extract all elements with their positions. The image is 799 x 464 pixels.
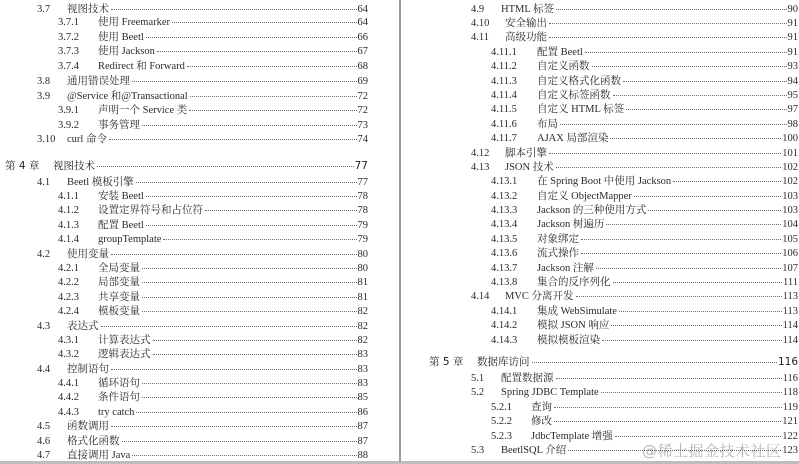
dot-leader (111, 1, 357, 10)
toc-entry-number: 3.7.2 (58, 32, 79, 43)
dot-leader (189, 102, 356, 111)
toc-entry-page-number: 69 (357, 76, 368, 87)
toc-entry-number: 4.1.1 (58, 191, 79, 202)
toc-entry-page-number: 87 (357, 421, 368, 432)
toc-entry-title: curl 命令 (67, 134, 107, 145)
toc-entry-page-number: 106 (782, 248, 798, 259)
toc-entry-page-number: 122 (782, 431, 798, 442)
dot-leader (673, 173, 781, 182)
toc-entry-page-number: 113 (782, 291, 798, 302)
dot-leader (626, 101, 786, 110)
toc-entry-title: 修改 (531, 416, 552, 427)
toc-entry-number: 4.13.6 (491, 248, 518, 259)
toc-entry-page-number: 111 (783, 277, 798, 288)
dot-leader (146, 217, 357, 226)
toc-entry-page-number: 101 (782, 148, 798, 159)
dot-leader (122, 433, 357, 442)
toc-entry-number: 4.2.1 (58, 263, 79, 274)
toc-entry-page-number: 102 (782, 176, 798, 187)
toc-entry-sub[interactable] (491, 319, 798, 332)
dot-leader (601, 384, 782, 393)
toc-entry-page-number: 93 (787, 61, 798, 72)
toc-entry-title: 流式操作 (537, 248, 579, 259)
toc-entry-title: 模拟模板渲染 (537, 335, 600, 346)
toc-entry-sub[interactable] (58, 305, 368, 318)
toc-entry-section[interactable] (37, 133, 368, 146)
toc-entry-page-number: 72 (357, 105, 368, 116)
toc-entry-title: 配置 Beetl (537, 47, 583, 58)
toc-entry-title: 模板变量 (98, 306, 140, 317)
toc-entry-number: 4.14 (471, 291, 490, 302)
toc-entry-title: Jackson 注解 (537, 263, 594, 274)
dot-leader (136, 174, 357, 183)
dot-leader (585, 44, 787, 53)
toc-entry-page-number: 72 (357, 91, 368, 102)
toc-entry-number: 5.2.1 (491, 402, 512, 413)
dot-leader (142, 260, 357, 269)
toc-entry-number: 4.9 (471, 4, 485, 15)
toc-entry-page-number: 74 (357, 134, 368, 145)
toc-entry-chapter[interactable] (5, 160, 368, 173)
dot-leader (142, 375, 357, 384)
toc-entry-title: 通用错误处理 (67, 76, 130, 87)
toc-entry-title: 自定义格式化函数 (537, 76, 621, 87)
toc-entry-number: 3.9.2 (58, 120, 79, 131)
dot-leader (532, 354, 777, 363)
toc-entry-sub[interactable] (491, 247, 798, 260)
toc-entry-title: 事务管理 (98, 120, 140, 131)
toc-entry-title: 控制语句 (67, 364, 109, 375)
dot-leader (142, 274, 357, 283)
toc-entry-number: 4.14.2 (491, 320, 518, 331)
toc-entry-title: 自定义 HTML 标签 (537, 104, 625, 115)
toc-entry-page-number: 82 (357, 306, 368, 317)
toc-entry-sub[interactable] (58, 104, 368, 117)
toc-entry-number: 5.3 (471, 445, 485, 456)
toc-entry-page-number: 83 (357, 364, 368, 375)
toc-entry-number: 4.7 (37, 450, 51, 461)
toc-entry-page-number: 79 (357, 234, 368, 245)
toc-entry-page-number: 114 (782, 335, 798, 346)
dot-leader (581, 231, 781, 240)
toc-entry-number: 4.3 (37, 321, 51, 332)
left-page (0, 0, 399, 462)
toc-entry-number: 5.2.3 (491, 431, 512, 442)
toc-entry-page-number: 116 (782, 373, 798, 384)
toc-entry-page-number: 114 (782, 320, 798, 331)
toc-entry-number: 5.1 (471, 373, 485, 384)
toc-entry-sub[interactable] (491, 218, 798, 231)
toc-entry-page-number: 68 (357, 61, 368, 72)
toc-entry-number: 4.11.6 (491, 119, 517, 130)
toc-entry-sub[interactable] (58, 60, 368, 73)
toc-entry-title: 表达式 (67, 321, 99, 332)
dot-leader (172, 14, 356, 23)
toc-entry-page-number: 78 (357, 191, 368, 202)
toc-entry-title: 集成 WebSimulate (537, 306, 617, 317)
toc-entry-sub[interactable] (491, 415, 798, 428)
toc-entry-title: try catch (98, 407, 135, 418)
toc-entry-number: 4.14.3 (491, 335, 518, 346)
toc-entry-page-number: 98 (787, 119, 798, 130)
toc-entry-page-number: 81 (357, 292, 368, 303)
toc-entry-page-number: 77 (357, 177, 368, 188)
toc-entry-number: 第 5 章 (429, 356, 464, 368)
toc-entry-title: 循环语句 (98, 378, 140, 389)
toc-entry-page-number: 85 (357, 392, 368, 403)
toc-entry-page-number: 90 (787, 4, 798, 15)
toc-entry-page-number: 64 (357, 4, 368, 15)
dot-leader (153, 346, 357, 355)
dot-leader (596, 260, 781, 269)
toc-entry-title: Jackson 树遍历 (537, 219, 605, 230)
toc-entry-section[interactable] (471, 31, 798, 44)
toc-entry-title: 声明一个 Service 类 (98, 105, 188, 116)
toc-entry-number: 4.13.5 (491, 234, 518, 245)
dot-leader (136, 404, 356, 413)
toc-entry-number: 第 4 章 (5, 160, 40, 172)
toc-entry-page-number: 67 (357, 46, 368, 57)
toc-entry-section[interactable] (471, 386, 798, 399)
toc-entry-title: 脚本引擎 (505, 148, 547, 159)
watermark: @稀土掘金技术社区 (642, 442, 782, 460)
dot-leader (549, 29, 787, 38)
toc-entry-title: 查询 (531, 402, 552, 413)
toc-entry-number: 3.7.3 (58, 46, 79, 57)
dot-leader (132, 447, 356, 456)
toc-entry-title: 对象绑定 (537, 234, 579, 245)
toc-entry-number: 4.1.3 (58, 220, 79, 231)
toc-entry-title: 使用 Beetl (98, 32, 144, 43)
toc-entry-page-number: 91 (787, 47, 798, 58)
dot-leader (142, 117, 357, 126)
toc-entry-number: 4.10 (471, 18, 490, 29)
toc-entry-title: 模拟 JSON 响应 (537, 320, 610, 331)
toc-entry-number: 4.4.2 (58, 392, 79, 403)
toc-entry-number: 4.1.2 (58, 205, 79, 216)
toc-entry-page-number: 73 (357, 120, 368, 131)
toc-entry-section[interactable] (471, 290, 798, 303)
toc-entry-title: 在 Spring Boot 中使用 Jackson (537, 176, 672, 187)
toc-entry-title: Redirect 和 Forward (98, 61, 185, 72)
toc-entry-number: 3.9 (37, 91, 51, 102)
toc-entry-number: 4.11.3 (491, 76, 517, 87)
toc-entry-title: 共享变量 (98, 292, 140, 303)
toc-entry-page-number: 82 (357, 321, 368, 332)
toc-entry-title: Beetl 模板引擎 (67, 177, 134, 188)
dot-leader (556, 370, 782, 379)
toc-entry-page-number: 64 (357, 17, 368, 28)
toc-entry-title: 安全输出 (505, 18, 547, 29)
toc-entry-page-number: 83 (357, 378, 368, 389)
toc-entry-number: 4.14.1 (491, 306, 518, 317)
toc-entry-title: 使用 Freemarker (98, 17, 171, 28)
toc-entry-title: 格式化函数 (67, 436, 120, 447)
toc-entry-number: 4.11.2 (491, 61, 517, 72)
toc-entry-page-number: 102 (782, 162, 798, 173)
toc-entry-page-number: 100 (782, 133, 798, 144)
toc-entry-page-number: 113 (782, 306, 798, 317)
toc-entry-number: 4.2.2 (58, 277, 79, 288)
dot-leader (619, 303, 782, 312)
toc-entry-number: 4.1 (37, 177, 51, 188)
toc-entry-sub[interactable] (58, 45, 368, 58)
toc-entry-page-number: 77 (354, 160, 368, 172)
dot-leader (554, 413, 781, 422)
toc-entry-page-number: 107 (782, 263, 798, 274)
toc-entry-number: 4.3.2 (58, 349, 79, 360)
toc-entry-page-number: 91 (787, 18, 798, 29)
toc-entry-sub[interactable] (58, 348, 368, 361)
toc-entry-title: HTML 标签 (501, 4, 554, 15)
toc-entry-title: 直接调用 Java (67, 450, 131, 461)
toc-entry-number: 4.13.4 (491, 219, 518, 230)
dot-leader (142, 303, 357, 312)
toc-entry-number: 5.2 (471, 387, 485, 398)
toc-entry-page-number: 66 (357, 32, 368, 43)
toc-entry-title: AJAX 局部渲染 (537, 133, 609, 144)
dot-leader (613, 87, 787, 96)
toc-entry-sub[interactable] (58, 391, 368, 404)
dot-leader (111, 361, 357, 370)
toc-entry-chapter[interactable] (429, 356, 798, 369)
toc-entry-number: 4.5 (37, 421, 51, 432)
toc-entry-number: 4.4.3 (58, 407, 79, 418)
dot-leader (101, 318, 357, 327)
toc-entry-number: 4.11.5 (491, 104, 517, 115)
toc-entry-page-number: 119 (782, 402, 798, 413)
toc-entry-number: 3.9.1 (58, 105, 79, 116)
toc-entry-number: 3.8 (37, 76, 51, 87)
dot-leader (615, 428, 781, 437)
toc-entry-page-number: 79 (357, 220, 368, 231)
toc-entry-page-number: 80 (357, 249, 368, 260)
toc-entry-title: @Service 和@Transactional (67, 91, 188, 102)
dot-leader (163, 231, 356, 240)
toc-entry-page-number: 83 (357, 349, 368, 360)
toc-entry-number: 4.2.4 (58, 306, 79, 317)
dot-leader (592, 58, 787, 67)
toc-entry-title: Jackson 的三种使用方式 (537, 205, 647, 216)
toc-entry-title: 配置数据源 (501, 373, 554, 384)
dot-leader (109, 131, 357, 140)
toc-entry-sub[interactable] (58, 204, 368, 217)
toc-entry-number: 4.12 (471, 148, 490, 159)
dot-leader (613, 274, 783, 283)
toc-entry-number: 5.2.2 (491, 416, 512, 427)
toc-entry-page-number: 94 (787, 76, 798, 87)
toc-entry-number: 4.2 (37, 249, 51, 260)
toc-entry-title: JSON 技术 (505, 162, 554, 173)
toc-entry-page-number: 116 (777, 356, 798, 368)
toc-entry-sub[interactable] (491, 334, 798, 347)
toc-entry-sub[interactable] (491, 175, 798, 188)
toc-entry-page-number: 80 (357, 263, 368, 274)
dot-leader (623, 73, 787, 82)
dot-leader (576, 288, 782, 297)
dot-leader (634, 188, 781, 197)
toc-entry-title: BeetlSQL 介绍 (501, 445, 567, 456)
toc-entry-title: 集合的反序列化 (537, 277, 611, 288)
toc-entry-page-number: 105 (782, 234, 798, 245)
dot-leader (648, 202, 781, 211)
dot-leader (187, 58, 357, 67)
toc-entry-number: 4.13.2 (491, 191, 518, 202)
toc-entry-number: 4.6 (37, 436, 51, 447)
toc-entry-number: 4.4 (37, 364, 51, 375)
dot-leader (602, 332, 782, 341)
dot-leader (146, 188, 357, 197)
toc-entry-page-number: 78 (357, 205, 368, 216)
dot-leader (132, 73, 357, 82)
toc-entry-number: 3.7.1 (58, 17, 79, 28)
dot-leader (146, 29, 357, 38)
toc-entry-number: 3.7.4 (58, 61, 79, 72)
toc-entry-title: 条件语句 (98, 392, 140, 403)
toc-entry-title: 设置定界符号和占位符 (98, 205, 203, 216)
toc-entry-sub[interactable] (491, 132, 798, 145)
toc-entry-sub[interactable] (491, 103, 798, 116)
dot-leader (549, 15, 787, 24)
toc-entry-title: MVC 分离开发 (505, 291, 574, 302)
dot-leader (560, 116, 787, 125)
toc-entry-number: 3.10 (37, 134, 56, 145)
toc-entry-title: JdbcTemplate 增强 (531, 431, 613, 442)
dot-leader (111, 246, 357, 255)
toc-entry-number: 4.11.4 (491, 90, 517, 101)
toc-entry-section[interactable] (37, 420, 368, 433)
dot-leader (556, 159, 782, 168)
toc-entry-page-number: 95 (787, 90, 798, 101)
toc-entry-title: 高级功能 (505, 32, 547, 43)
toc-entry-number: 3.7 (37, 4, 51, 15)
dot-leader (97, 158, 354, 167)
toc-entry-title: groupTemplate (98, 234, 162, 245)
dot-leader (611, 317, 781, 326)
right-page (401, 0, 799, 462)
toc-entry-title: 视图技术 (67, 4, 109, 15)
toc-entry-title: 函数调用 (67, 421, 109, 432)
toc-entry-title: 逻辑表达式 (98, 349, 151, 360)
toc-entry-title: 安装 Beetl (98, 191, 144, 202)
toc-entry-page-number: 118 (782, 387, 798, 398)
toc-entry-sub[interactable] (58, 16, 368, 29)
toc-entry-title: 配置 Beetl (98, 220, 144, 231)
toc-entry-number: 4.11.1 (491, 47, 517, 58)
toc-entry-number: 4.13.1 (491, 176, 518, 187)
toc-entry-page-number: 97 (787, 104, 798, 115)
dot-leader (111, 418, 357, 427)
toc-entry-number: 4.11 (471, 32, 489, 43)
dot-leader (581, 245, 781, 254)
toc-entry-title: 数据库访问 (477, 356, 530, 368)
toc-entry-sub[interactable] (58, 233, 368, 246)
dot-leader (153, 332, 357, 341)
toc-entry-number: 4.3.1 (58, 335, 79, 346)
toc-entry-title: 计算表达式 (98, 335, 151, 346)
toc-entry-page-number: 103 (782, 191, 798, 202)
dot-leader (157, 43, 357, 52)
toc-entry-page-number: 82 (357, 335, 368, 346)
toc-entry-title: 使用变量 (67, 249, 109, 260)
dot-leader (142, 389, 357, 398)
toc-entry-page-number: 86 (357, 407, 368, 418)
dot-leader (549, 145, 781, 154)
toc-entry-page-number: 87 (357, 436, 368, 447)
toc-entry-number: 4.13.7 (491, 263, 518, 274)
toc-entry-page-number: 121 (782, 416, 798, 427)
toc-entry-number: 4.13.3 (491, 205, 518, 216)
toc-entry-number: 4.13 (471, 162, 490, 173)
toc-entry-title: 全局变量 (98, 263, 140, 274)
dot-leader (606, 216, 781, 225)
toc-entry-section[interactable] (37, 75, 368, 88)
toc-entry-page-number: 123 (782, 445, 798, 456)
toc-entry-title: 自定义 ObjectMapper (537, 191, 632, 202)
toc-entry-title: 视图技术 (53, 160, 95, 172)
toc-entry-title: 布局 (537, 119, 558, 130)
toc-entry-page-number: 91 (787, 32, 798, 43)
toc-entry-page-number: 104 (782, 219, 798, 230)
toc-entry-sub[interactable] (58, 276, 368, 289)
toc-entry-title: Spring JDBC Template (501, 387, 599, 398)
toc-entry-number: 4.2.3 (58, 292, 79, 303)
dot-leader (554, 399, 782, 408)
toc-entry-number: 4.4.1 (58, 378, 79, 389)
toc-entry-title: 局部变量 (98, 277, 140, 288)
toc-entry-number: 4.11.7 (491, 133, 517, 144)
dot-leader (142, 289, 357, 298)
toc-entry-page-number: 103 (782, 205, 798, 216)
toc-entry-sub[interactable] (491, 60, 798, 73)
toc-entry-page-number: 88 (357, 450, 368, 461)
dot-leader (556, 1, 787, 10)
toc-entry-number: 4.1.4 (58, 234, 79, 245)
dot-leader (190, 88, 357, 97)
dot-leader (205, 202, 357, 211)
toc-entry-number: 4.13.8 (491, 277, 518, 288)
toc-entry-title: 使用 Jackson (98, 46, 155, 57)
toc-entry-page-number: 81 (357, 277, 368, 288)
toc-entry-title: 自定义函数 (537, 61, 590, 72)
dot-leader (610, 130, 781, 139)
toc-entry-title: 自定义标签函数 (537, 90, 611, 101)
